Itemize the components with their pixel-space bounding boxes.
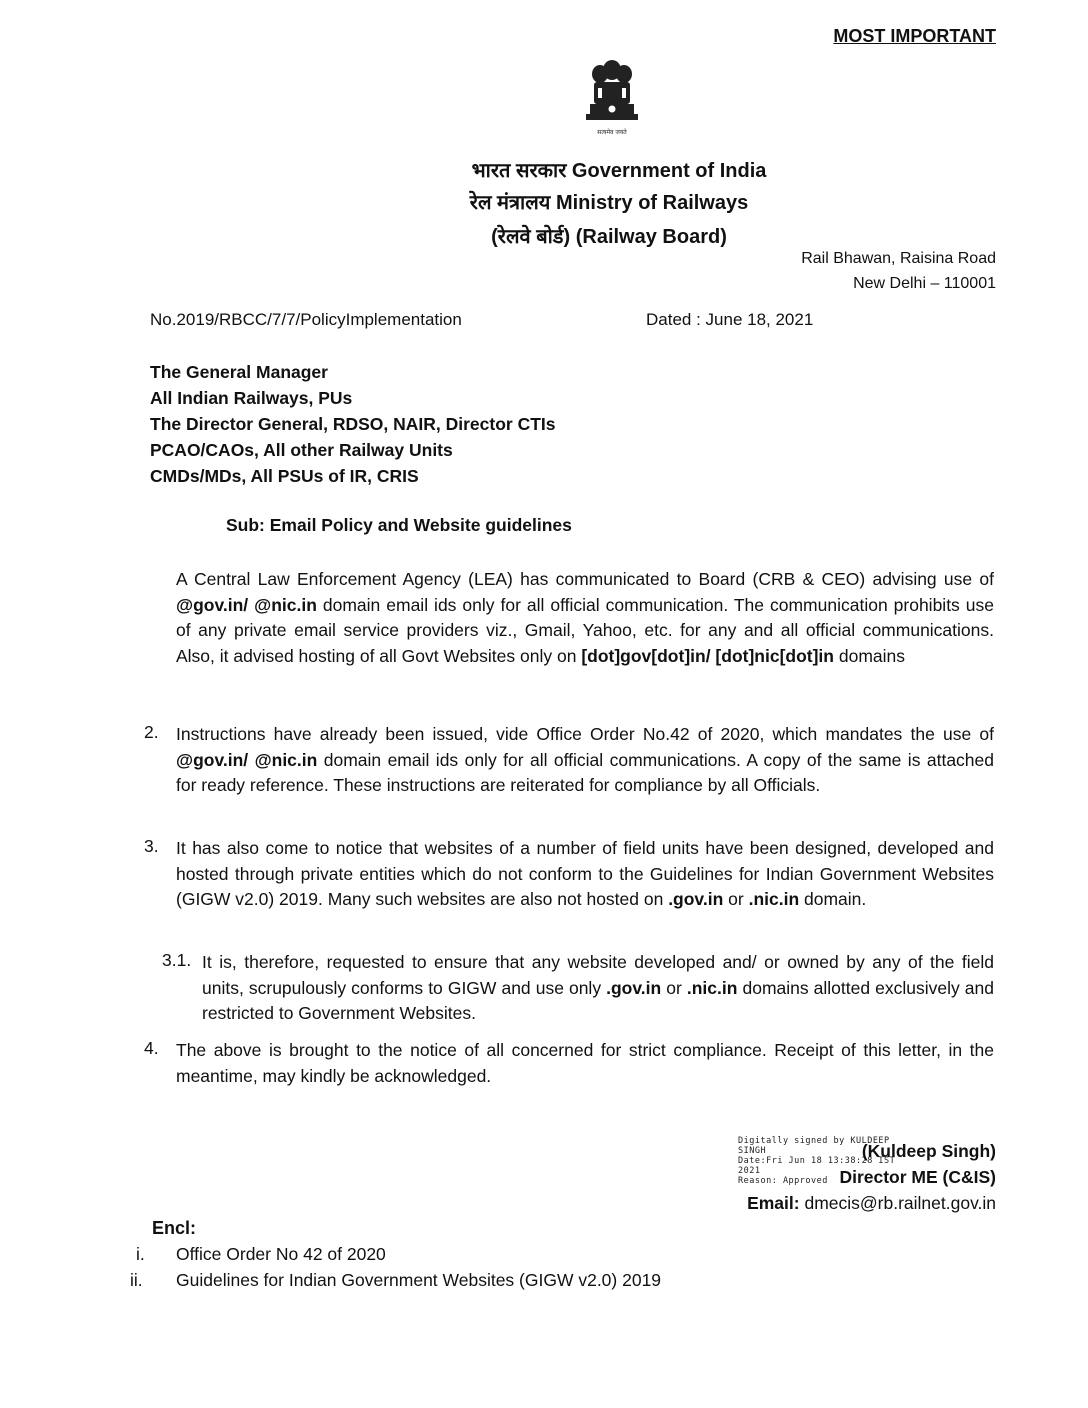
signatory-name: (Kuldeep Singh)	[861, 1141, 996, 1161]
paragraph-4-number: 4.	[144, 1038, 159, 1058]
header-ministry: रेल मंत्रालय Ministry of Railways	[469, 192, 749, 214]
paragraph-1: A Central Law Enforcement Agency (LEA) has communicated to Board (CRB & CEO) advising use of @gov.in/ @nic.in domain email ids only for all official communication. The communication prohibits use of any private email service providers viz., Gmail, Yahoo, etc. for any and all official communications. Also, it advised hosting of all Govt Websites only on [dot]gov[dot]in/ [dot]nic[dot]in domains	[176, 569, 994, 666]
national-emblem-icon	[582, 56, 642, 140]
signatory-email: Email: dmecis@rb.railnet.gov.in	[747, 1193, 996, 1213]
signatory-designation: Director ME (C&IS)	[839, 1167, 996, 1187]
paragraph-3-number: 3.	[144, 836, 159, 856]
paragraph-3-1-number: 3.1.	[162, 950, 192, 970]
recipient-line: CMDs/MDs, All PSUs of IR, CRIS	[150, 466, 419, 486]
paragraph-3-1: It is, therefore, requested to ensure that any website developed and/ or owned by any of the field units, scrupulously conforms to GIGW and use only .gov.in or .nic.in domains allotted exclusively and restricted to Government Websites.	[202, 952, 994, 1023]
emblem-motto: सत्यमेव जयते	[597, 129, 627, 136]
recipient-line: PCAO/CAOs, All other Railway Units	[150, 440, 453, 460]
paragraph-2: Instructions have already been issued, vide Office Order No.42 of 2020, which mandates the use of @gov.in/ @nic.in domain email ids only for all official communications. A copy of the same is attached for ready reference. These instructions are reiterated for compliance by all Officials.	[176, 724, 995, 795]
paragraph-3: It has also come to notice that websites of a number of field units have been designed, developed and hosted through private entities which do not conform to the Guidelines for Indian Government Websites (GIGW v2.0) 2019. Many such websites are also not hosted on .gov.in or .nic.in domain.	[176, 838, 994, 909]
enclosure-number: ii.	[130, 1270, 143, 1290]
enclosure-item: Guidelines for Indian Government Websites (GIGW v2.0) 2019	[176, 1270, 662, 1290]
address-line-2: New Delhi – 110001	[853, 275, 996, 292]
paragraph-2-number: 2.	[144, 722, 159, 742]
enclosure-number: i.	[136, 1244, 145, 1264]
address-line-1: Rail Bhawan, Raisina Road	[801, 250, 996, 267]
header-board: (रेलवे बोर्ड) (Railway Board)	[491, 226, 727, 248]
enclosures-title: Encl:	[152, 1218, 197, 1238]
recipient-line: All Indian Railways, PUs	[150, 388, 353, 408]
recipient-line: The General Manager	[150, 362, 328, 382]
most-important-label: MOST IMPORTANT	[833, 26, 996, 46]
reference-number: No.2019/RBCC/7/7/PolicyImplementation	[150, 310, 462, 329]
recipient-line: The Director General, RDSO, NAIR, Director CTIs	[150, 414, 556, 434]
letter-date: Dated : June 18, 2021	[646, 310, 814, 329]
digital-signature-stamp: Digitally signed by KULDEEP SINGH Date:Fri Jun 18 13:38:28 IST 2021 Reason: Approved	[738, 1136, 896, 1186]
subject-line: Sub: Email Policy and Website guidelines	[226, 515, 572, 535]
header-government: भारत सरकार Government of India	[471, 160, 767, 182]
enclosure-item: Office Order No 42 of 2020	[176, 1244, 386, 1264]
paragraph-4: The above is brought to the notice of all concerned for strict compliance. Receipt of this letter, in the meantime, may kindly be acknowledged.	[176, 1040, 994, 1086]
